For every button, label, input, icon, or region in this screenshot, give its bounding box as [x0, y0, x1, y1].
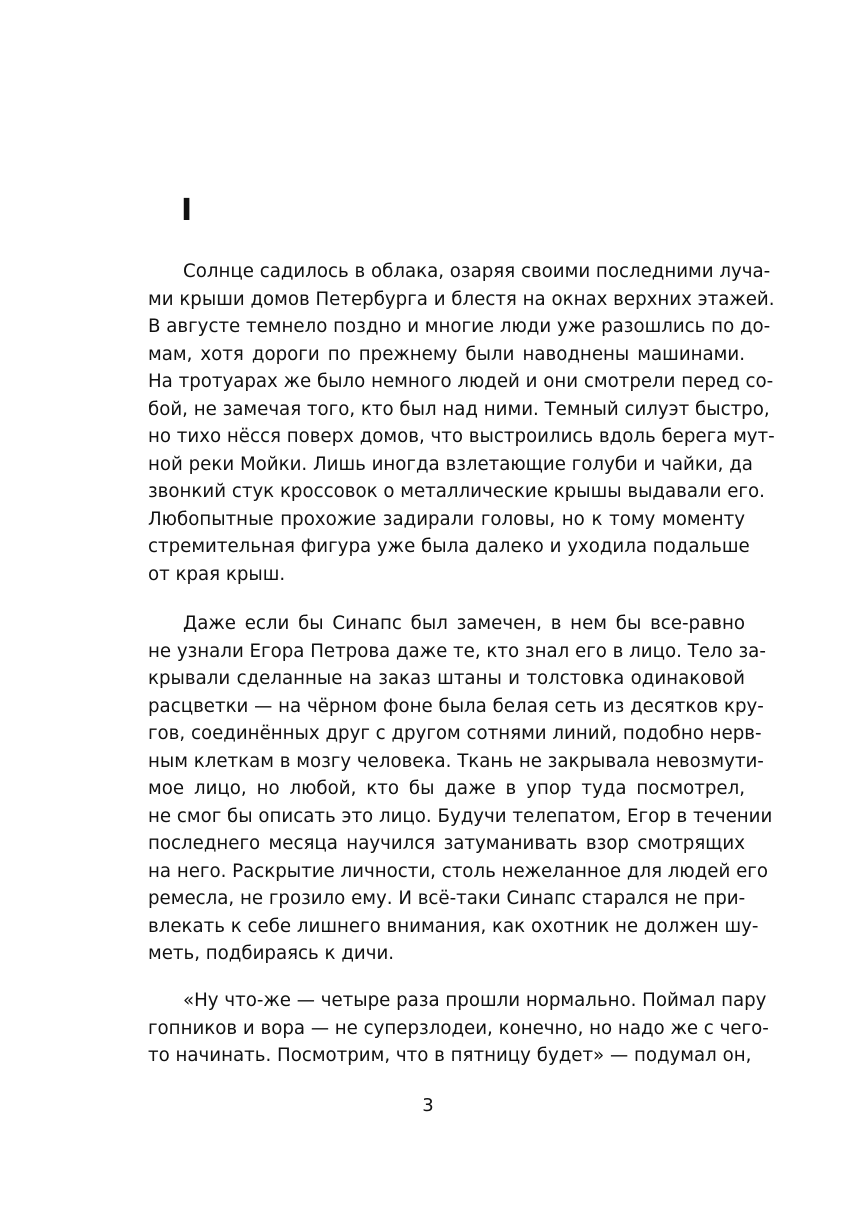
- text-line: «Ну что-же — четыре раза прошли нормально. Поймал пару: [183, 990, 767, 1011]
- text-line: крывали сделанные на заказ штаны и толстовка одинаковой: [148, 668, 745, 689]
- text-line: ремесла, не грозило ему. И всё-таки Синапс старался не при-: [148, 888, 746, 909]
- text-line: то начинать. Посмотрим, что в пятницу будет» — подумал он,: [148, 1045, 752, 1066]
- text-line: меть, подбираясь к дичи.: [148, 943, 395, 964]
- text-line: В августе темнело поздно и многие люди уже разошлись по до-: [148, 316, 771, 337]
- text-line: не смог бы описать это лицо. Будучи телепатом, Егор в течении: [148, 805, 773, 827]
- text-line: ной реки Мойки. Лишь иногда взлетающие голуби и чайки, да: [148, 453, 753, 475]
- paragraph-2: [148, 610, 773, 968]
- text-line: не узнали Егора Петрова даже те, кто знал его в лицо. Тело за-: [148, 640, 766, 662]
- text-line: звонкий стук кроссовок о металлические крышы выдавали его.: [148, 481, 765, 502]
- text-line: на него. Раскрытие личности, столь нежеланное для людей его: [148, 860, 768, 882]
- text-line: Солнце садилось в облака, озаряя своими последними луча-: [183, 261, 771, 282]
- text-line: стремительная фигура уже была далеко и уходила подальше: [148, 536, 750, 557]
- text-line: последнего месяца научился затуманивать взор смотрящих: [148, 833, 745, 854]
- text-line: мам, хотя дороги по прежнему были наводнены машинами.: [148, 343, 745, 365]
- text-line: расцветки — на чёрном фоне была белая сеть из десятков кру-: [148, 695, 764, 717]
- text-line: но тихо нёсся поверх домов, что выстроились вдоль берега мут-: [148, 426, 775, 447]
- text-line: бой, не замечая того, кто был над ними. Темный силуэт быстро,: [148, 398, 770, 420]
- text-line: На тротуарах же было немного людей и они смотрели перед со-: [148, 371, 774, 392]
- text-line: от края крыш.: [148, 563, 286, 585]
- page-number: 3: [422, 1095, 434, 1116]
- text-line: Любопытные прохожие задирали головы, но к тому моменту: [148, 508, 745, 530]
- text-line: влекать к себе лишнего внимания, как охотник не должен шу-: [148, 915, 759, 937]
- text-line: ми крыши домов Петербурга и блестя на окнах верхних этажей.: [148, 288, 775, 310]
- text-line: мое лицо, но любой, кто бы даже в упор туда посмотрел,: [148, 778, 745, 799]
- paragraph-1: [148, 258, 775, 588]
- text-line: ным клеткам в мозгу человека. Ткань не закрывала невозмути-: [148, 750, 764, 772]
- text-line: гов, соединённых друг с другом сотнями линий, подобно нерв-: [148, 723, 762, 744]
- paragraph-3: [148, 987, 769, 1070]
- text-line: гопников и вора — не суперзлодеи, конечно, но надо же с чего-: [148, 1017, 769, 1039]
- chapter-heading: I: [181, 193, 193, 228]
- text-line: Даже если бы Синапс был замечен, в нем бы все-равно: [183, 613, 745, 634]
